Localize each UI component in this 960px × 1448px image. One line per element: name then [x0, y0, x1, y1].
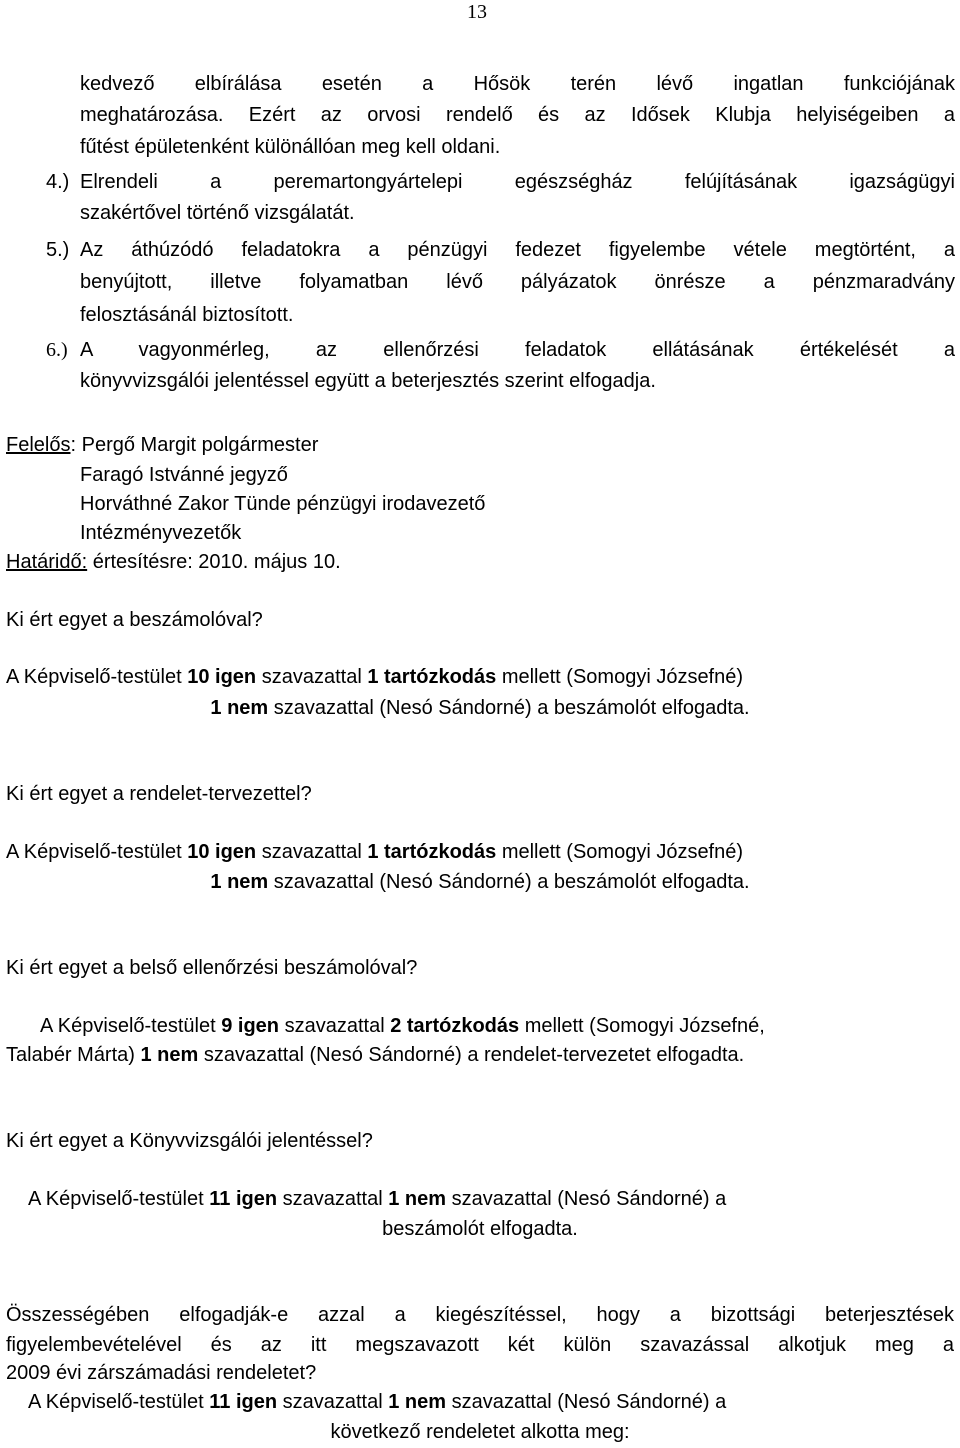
final-question-line-2: figyelembevételével és az itt megszavazott két külön szavazással alkotjuk meg a — [6, 1334, 954, 1356]
vote-yes-count: 9 — [221, 1015, 233, 1037]
item-5-line-2: benyújtott, illetve folyamatban lévő pályázatok önrésze a pénzmaradvány — [80, 271, 955, 293]
vote-text: A Képviselő-testület — [6, 841, 188, 863]
vote-text: Talabér Márta) — [6, 1044, 141, 1066]
vote-text: szavazattal — [277, 1391, 389, 1413]
vote-yes-count: 11 — [209, 1188, 231, 1210]
vote-result-line-1 — [40, 1014, 765, 1038]
item-6-line-2: könyvvizsgálói jelentéssel együtt a beterjesztés szerint elfogadja. — [80, 370, 656, 392]
vote-result-line-2 — [6, 1043, 744, 1067]
item-5-line-3: felosztásánál biztosított. — [80, 304, 294, 326]
vote-result-line-1 — [28, 1187, 726, 1211]
vote-text: mellett (Somogyi Józsefné) — [496, 666, 744, 688]
vote-no: 1 nem — [210, 697, 269, 719]
vote-abstain: 1 tartózkodás — [367, 841, 497, 863]
vote-text: szavazattal (Nesó Sándorné) a — [446, 1188, 727, 1210]
vote-question: Ki ért egyet a belső ellenőrzési beszámolóval? — [6, 957, 418, 979]
vote-question: Ki ért egyet a Könyvvizsgálói jelentéssel? — [6, 1130, 373, 1152]
deadline-label: Határidő: — [6, 551, 88, 573]
vote-no: 1 nem — [210, 871, 269, 893]
final-question-line-3: 2009 évi zárszámadási rendeletet? — [6, 1362, 317, 1384]
responsible-name-4: Intézményvezetők — [80, 522, 242, 544]
vote-yes-word: igen — [235, 1188, 278, 1210]
responsible-name-1: Pergő Margit polgármester — [81, 434, 319, 456]
vote-text: szavazattal (Nesó Sándorné) a rendelet-tervezetet elfogadta. — [198, 1044, 745, 1066]
vote-text: mellett (Somogyi Józsefné) — [496, 841, 744, 863]
vote-text: beszámolót elfogadta. — [382, 1218, 578, 1240]
vote-text: A Képviselő-testület — [6, 666, 188, 688]
vote-yes-word: igen — [215, 666, 257, 688]
vote-result-line-2 — [0, 1217, 960, 1241]
responsible-sep: : — [70, 434, 82, 456]
vote-result-line-1 — [6, 840, 743, 864]
item-4-line-1: Elrendeli a peremartongyártelepi egészségház felújításának igazságügyi — [80, 171, 955, 193]
responsible-line — [6, 433, 318, 457]
vote-result-line-2 — [0, 870, 960, 894]
responsible-name-2: Faragó Istvánné jegyző — [80, 464, 288, 486]
intro-line-2: meghatározása. Ezért az orvosi rendelő és az Idősek Klubja helyiségeiben a — [80, 104, 955, 126]
item-6-line-1: A vagyonmérleg, az ellenőrzési feladatok ellátásának értékelését a — [80, 339, 955, 361]
vote-text: A Képviselő-testület — [40, 1015, 222, 1037]
item-4-line-2: szakértővel történő vizsgálatát. — [80, 202, 355, 224]
vote-no: 1 nem — [388, 1391, 447, 1413]
vote-no: 1 nem — [388, 1188, 447, 1210]
vote-question: Ki ért egyet a beszámolóval? — [6, 609, 263, 631]
vote-no: 1 nem — [140, 1044, 199, 1066]
vote-yes-count: 10 — [187, 841, 210, 863]
responsible-name-3: Horváthné Zakor Tünde pénzügyi irodavezető — [80, 493, 486, 515]
intro-line-3: fűtést épületenként különállóan meg kell oldani. — [80, 136, 501, 158]
vote-text: szavazattal — [256, 666, 368, 688]
vote-text: szavazattal (Nesó Sándorné) a beszámolót elfogadta. — [268, 697, 750, 719]
page-number: 13 — [467, 1, 487, 23]
vote-text: A Képviselő-testület — [28, 1391, 210, 1413]
vote-text: szavazattal — [256, 841, 368, 863]
vote-yes-word: igen — [215, 841, 257, 863]
vote-text: szavazattal (Nesó Sándorné) a beszámolót elfogadta. — [268, 871, 750, 893]
item-number: 5.) — [46, 239, 70, 261]
final-question-line-1: Összességében elfogadják-e azzal a kiegészítéssel, hogy a bizottsági beterjesztések — [6, 1304, 954, 1326]
vote-yes-word: igen — [237, 1015, 280, 1037]
vote-yes-count: 10 — [187, 666, 210, 688]
item-number: 6.) — [46, 339, 68, 361]
final-result-line-1 — [28, 1390, 726, 1414]
vote-text: szavazattal (Nesó Sándorné) a — [446, 1391, 727, 1413]
deadline-value: értesítésre: 2010. május 10. — [87, 551, 341, 573]
vote-text: szavazattal — [277, 1188, 389, 1210]
vote-abstain: 1 tartózkodás — [367, 666, 497, 688]
vote-text: mellett (Somogyi Józsefné, — [519, 1015, 765, 1037]
responsible-label: Felelős — [6, 434, 71, 456]
vote-yes-count: 11 — [209, 1391, 231, 1413]
intro-line-1: kedvező elbírálása esetén a Hősök terén lévő ingatlan funkciójának — [80, 73, 955, 95]
item-number: 4.) — [46, 171, 70, 193]
vote-yes-word: igen — [235, 1391, 278, 1413]
vote-question: Ki ért egyet a rendelet-tervezettel? — [6, 783, 312, 805]
vote-result-line-2 — [0, 696, 960, 720]
final-result-line-2: következő rendeletet alkotta meg: — [330, 1421, 630, 1443]
vote-text: szavazattal — [279, 1015, 391, 1037]
item-5-line-1: Az áthúzódó feladatokra a pénzügyi fedezet figyelembe vétele megtörtént, a — [80, 239, 955, 261]
vote-result-line-1 — [6, 665, 743, 689]
vote-text: A Képviselő-testület — [28, 1188, 210, 1210]
vote-abstain: 2 tartózkodás — [390, 1015, 520, 1037]
deadline-line — [6, 550, 341, 574]
